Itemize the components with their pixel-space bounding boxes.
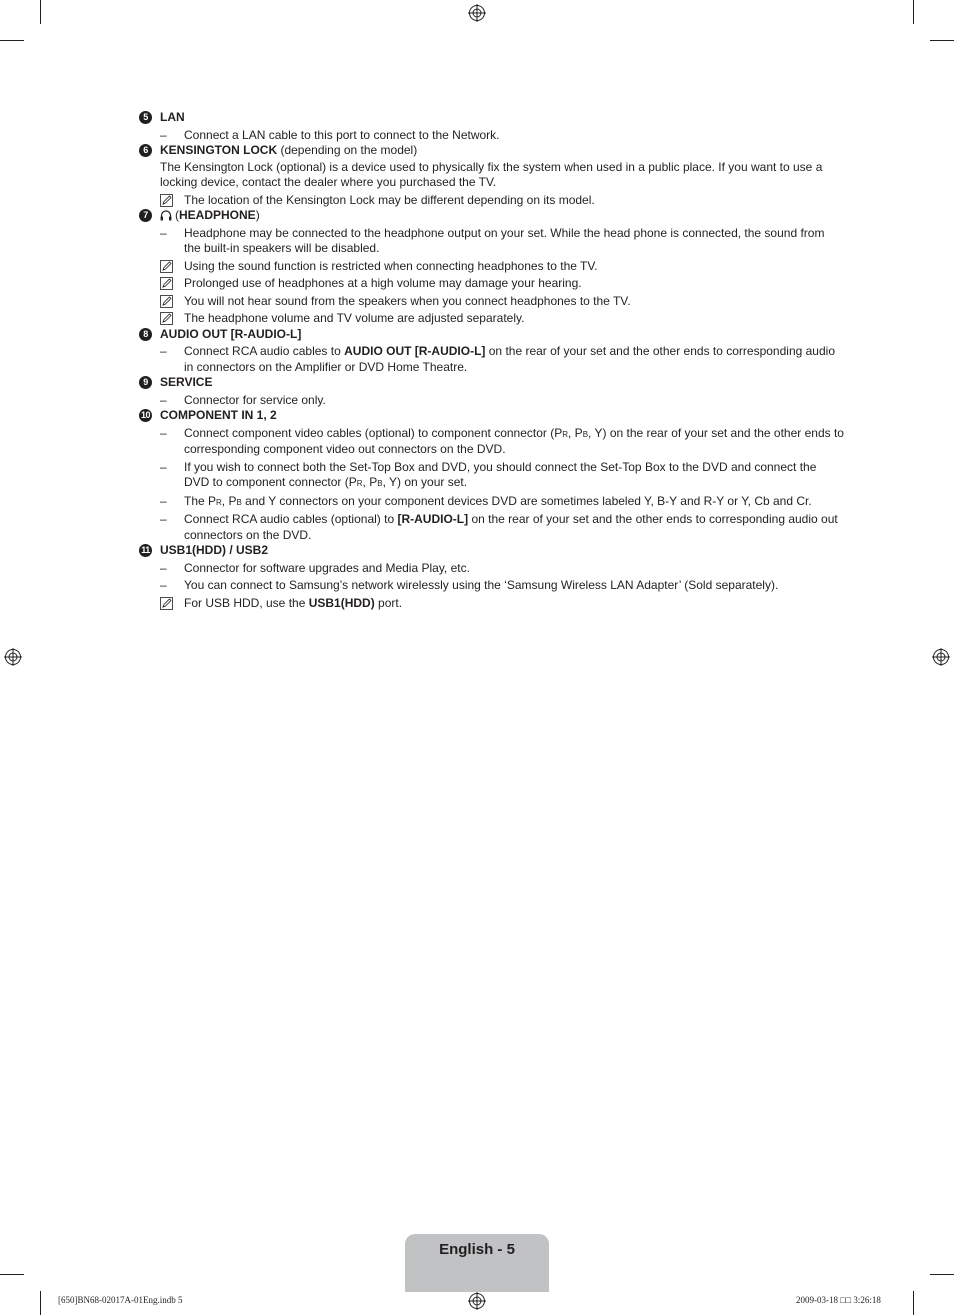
registration-mark-icon xyxy=(4,648,22,666)
note-marker xyxy=(160,193,184,209)
text-run: , P xyxy=(362,475,378,489)
registration-mark-icon xyxy=(468,4,486,22)
registration-mark-icon xyxy=(468,1292,486,1310)
section-heading xyxy=(139,143,844,159)
crop-mark xyxy=(40,1291,41,1315)
section-title xyxy=(160,208,260,224)
section-paragraph: The Kensington Lock (optional) is a device used to physically fix the system when used in a public place. If you want to use a locking device, contact the dealer where you purchased the TV. xyxy=(160,159,823,189)
bullet-item xyxy=(139,426,844,458)
text-run: , P xyxy=(221,493,237,508)
crop-mark xyxy=(0,40,24,41)
note-marker xyxy=(160,276,184,292)
section-number-badge: 10 xyxy=(140,410,150,420)
section-title xyxy=(160,143,417,159)
bullet-item xyxy=(139,226,844,257)
paren: ) xyxy=(255,208,260,222)
section-headphone xyxy=(139,208,844,327)
note-marker xyxy=(160,259,184,275)
bullet-item xyxy=(139,512,844,543)
section-heading xyxy=(139,327,844,343)
bullet-item xyxy=(139,578,844,594)
section-title xyxy=(160,408,277,424)
text-run: Connect RCA audio cables to xyxy=(184,344,345,358)
section-title-text: HEADPHONE xyxy=(179,208,256,222)
text-run: If you wish to connect both the Set-Top Box and DVD, you should connect the Set-Top Box to the DVD and connect the DVD to component connector (P xyxy=(184,459,817,489)
print-timestamp: 2009-03-18 □□ 3:26:18 xyxy=(796,1295,881,1305)
section-heading xyxy=(139,375,844,391)
section-number-badge: 7 xyxy=(139,209,152,222)
section-title-extra: (depending on the model) xyxy=(277,143,418,157)
dash-glyph: – xyxy=(160,225,167,240)
note-item xyxy=(139,193,844,209)
crop-mark xyxy=(913,1291,914,1315)
section-lan xyxy=(139,110,844,143)
section-heading xyxy=(139,408,844,424)
subscript: B xyxy=(582,429,589,439)
section-kensington-lock xyxy=(139,143,844,208)
section-title-text: LAN xyxy=(160,110,185,124)
note-item xyxy=(139,311,844,327)
dash-marker xyxy=(160,426,184,458)
section-audio-out-r-audio-l xyxy=(139,327,844,376)
bullet-item xyxy=(139,344,844,375)
dash-glyph: – xyxy=(160,578,167,592)
connection-description xyxy=(139,110,844,611)
bold-term: [R-AUDIO-L] xyxy=(397,512,469,526)
bullet-item xyxy=(139,460,844,492)
section-title xyxy=(160,110,185,126)
bullet-item xyxy=(139,494,844,511)
section-heading xyxy=(139,543,844,559)
section-usb1-hdd-usb2 xyxy=(139,543,844,611)
item-text: The headphone volume and TV volume are adjusted separately. xyxy=(184,311,525,325)
subscript: B xyxy=(377,479,383,488)
paren: ( xyxy=(175,208,179,222)
dash-marker xyxy=(160,561,184,577)
text-run: , Y) on your set. xyxy=(382,475,468,489)
subscript: R xyxy=(356,479,363,488)
text-run: , P xyxy=(568,425,583,440)
subscript: R xyxy=(216,497,222,507)
text-run: on the rear of your set and the other ends to corresponding audio in connectors on the Amplifier or DVD Home Theatre. xyxy=(184,344,835,374)
item-text: The location of the Kensington Lock may be different depending on its model. xyxy=(184,192,595,207)
section-component-in-1-2 xyxy=(139,408,844,543)
text-run: on the rear of your set and the other ends to corresponding audio out connectors on the DVD. xyxy=(184,512,838,542)
dash-marker xyxy=(160,393,184,409)
dash-glyph: – xyxy=(160,459,167,474)
note-marker xyxy=(160,294,184,310)
section-number-badge: 5 xyxy=(139,111,152,124)
note-item xyxy=(139,294,844,310)
section-title xyxy=(160,375,212,391)
section-title xyxy=(160,543,268,559)
item-text: Using the sound function is restricted when connecting headphones to the TV. xyxy=(184,258,598,273)
section-heading xyxy=(139,110,844,126)
registration-mark-icon xyxy=(932,648,950,666)
item-text xyxy=(184,512,844,543)
crop-mark xyxy=(913,0,914,24)
text-run: Connect RCA audio cables (optional) to xyxy=(184,512,398,526)
section-service xyxy=(139,375,844,408)
bold-term: AUDIO OUT [R-AUDIO-L] xyxy=(344,344,486,358)
section-title xyxy=(160,327,301,343)
note-item xyxy=(139,276,844,292)
text-run: and Y connectors on your component devices DVD are sometimes labeled Y, B-Y and R-Y or Y, Cb and Cr. xyxy=(241,493,812,508)
text-run: port. xyxy=(374,595,403,610)
dash-glyph: – xyxy=(160,512,167,526)
bullet-item xyxy=(139,561,844,577)
section-number-badge: 9 xyxy=(139,376,152,389)
section-number-badge: 11 xyxy=(139,544,152,557)
note-marker xyxy=(160,596,184,612)
section-title-text: SERVICE xyxy=(160,375,213,389)
dash-marker xyxy=(160,128,184,144)
section-number-badge: 6 xyxy=(139,144,152,157)
item-text xyxy=(184,460,844,492)
crop-mark xyxy=(930,40,954,41)
text-run: The P xyxy=(184,493,217,508)
section-number-badge: 8 xyxy=(139,328,152,341)
file-slug: [650]BN68-02017A-01Eng.indb 5 xyxy=(58,1295,183,1305)
item-text: Connector for service only. xyxy=(184,392,326,407)
page-number-label: English - 5 xyxy=(439,1241,515,1258)
text-run: , Y) on the rear of your set and the other ends to corresponding component video out connectors on the DVD. xyxy=(184,425,844,456)
note-marker xyxy=(160,311,184,327)
item-text: Prolonged use of headphones at a high volume may damage your hearing. xyxy=(184,276,582,290)
section-title-text: USB1(HDD) / USB2 xyxy=(160,543,269,557)
item-text xyxy=(184,494,844,511)
section-heading xyxy=(139,208,844,224)
bullet-item xyxy=(139,128,844,144)
dash-marker xyxy=(160,226,184,257)
item-text: Connect a LAN cable to this port to connect to the Network. xyxy=(184,127,500,142)
dash-glyph: – xyxy=(160,425,167,440)
item-text xyxy=(184,344,844,375)
headphone-icon xyxy=(160,208,175,222)
section-title-text: AUDIO OUT [R-AUDIO-L] xyxy=(160,326,302,341)
dash-glyph: – xyxy=(160,127,167,142)
item-text xyxy=(184,596,844,612)
dash-marker xyxy=(160,460,184,492)
subscript: B xyxy=(236,497,242,507)
item-text: Connector for software upgrades and Media Play, etc. xyxy=(184,560,470,575)
subscript: R xyxy=(562,429,569,439)
item-text: You will not hear sound from the speakers when you connect headphones to the TV. xyxy=(184,293,631,308)
item-text: Headphone may be connected to the headphone output on your set. While the head phone is connected, the sound from the built-in speakers will be disabled. xyxy=(184,225,825,255)
dash-glyph: – xyxy=(160,493,167,508)
dash-marker xyxy=(160,494,184,511)
bullet-item xyxy=(139,393,844,409)
section-title-text: KENSINGTON LOCK xyxy=(160,143,278,157)
note-item xyxy=(139,259,844,275)
text-run: Connect component video cables (optional) to component connector (P xyxy=(184,425,563,440)
dash-marker xyxy=(160,512,184,543)
dash-glyph: – xyxy=(160,344,167,358)
dash-glyph: – xyxy=(160,560,167,575)
crop-mark xyxy=(0,1274,24,1275)
section-title-text: COMPONENT IN 1, 2 xyxy=(160,408,277,422)
item-text: You can connect to Samsung’s network wirelessly using the ‘Samsung Wireless LAN Adapter’ (Sold separately). xyxy=(184,578,779,592)
crop-mark xyxy=(930,1274,954,1275)
dash-glyph: – xyxy=(160,392,167,407)
text-run: For USB HDD, use the xyxy=(184,595,309,610)
note-item xyxy=(139,596,844,612)
dash-marker xyxy=(160,578,184,594)
dash-marker xyxy=(160,344,184,375)
item-text xyxy=(184,426,844,458)
crop-mark xyxy=(40,0,41,24)
bold-term: USB1(HDD) xyxy=(308,595,375,610)
